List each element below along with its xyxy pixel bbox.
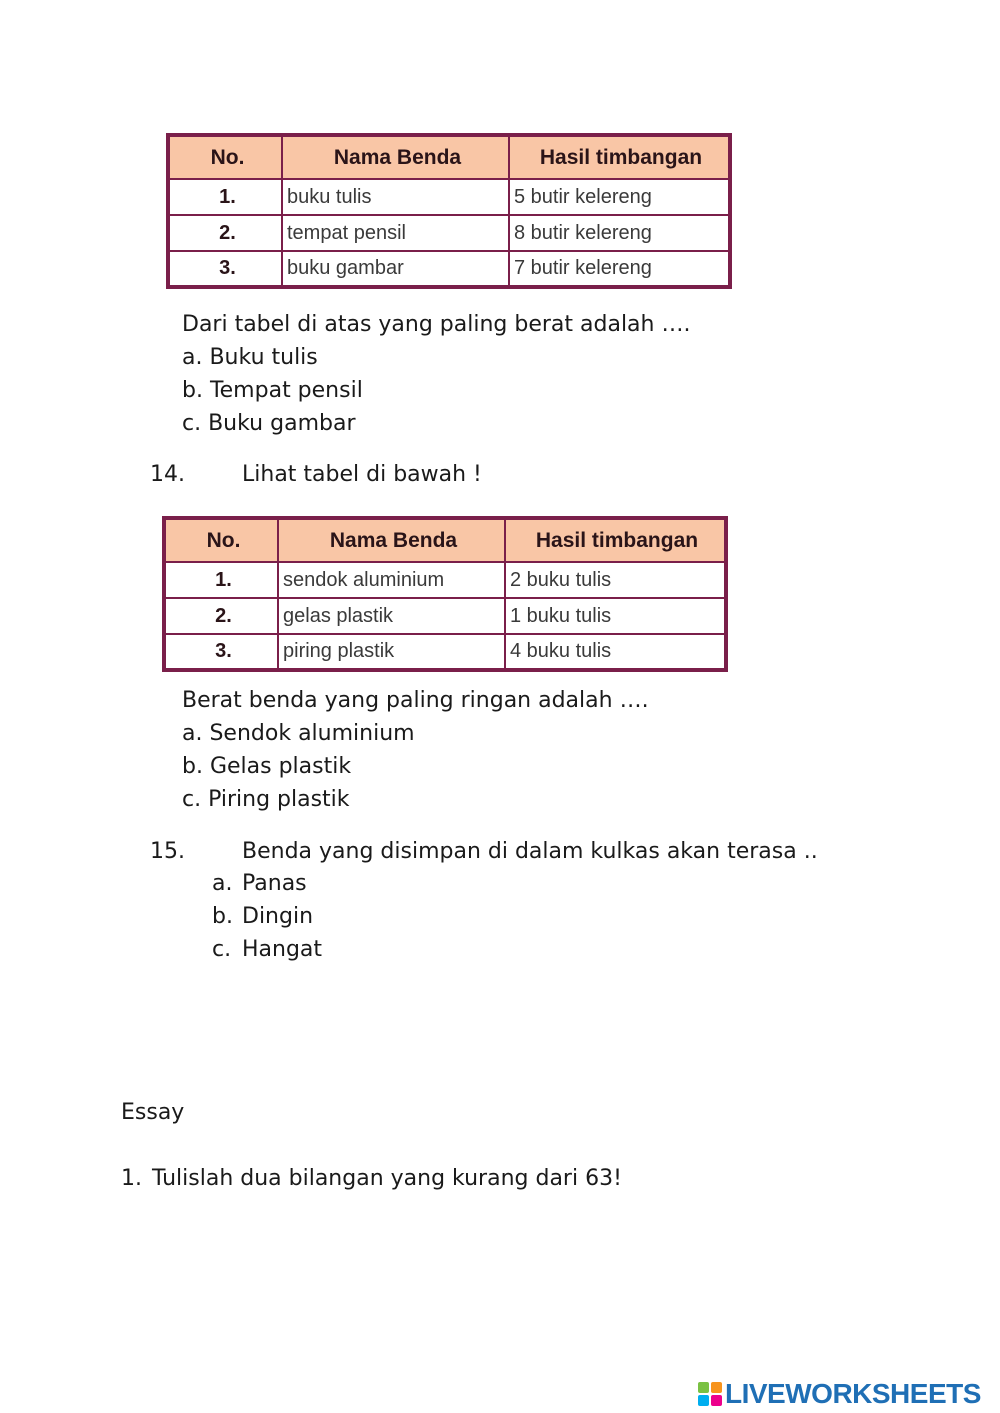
table-cell: buku tulis [282,179,509,215]
essay-item-number: 1. [121,1166,142,1191]
column-header: Nama Benda [278,518,505,562]
answer-option[interactable]: c. Piring plastik [182,787,350,812]
answer-option[interactable]: a. Sendok aluminium [182,721,415,746]
table-cell: 2 buku tulis [505,562,726,598]
essay-item-text: Tulislah dua bilangan yang kurang dari 63! [152,1166,622,1191]
table-cell: 2. [164,598,278,634]
table-cell: 1 buku tulis [505,598,726,634]
weight-table-1 [166,133,732,289]
answer-option[interactable]: b. Gelas plastik [182,754,352,779]
table-cell: 8 butir kelereng [509,215,730,251]
table-cell: 1. [164,562,278,598]
question-14-number: 14. [150,462,185,487]
table-row [168,251,730,287]
table-cell: 1. [168,179,282,215]
column-header: No. [168,135,282,179]
answer-option[interactable]: c. Buku gambar [182,411,356,436]
table-row [168,179,730,215]
table-cell: 5 butir kelereng [509,179,730,215]
table-row [168,215,730,251]
table-header-row [164,518,726,562]
option-letter: a. [212,871,233,896]
column-header: Nama Benda [282,135,509,179]
question-13-text: Dari tabel di atas yang paling berat adalah …. [182,312,691,337]
table-row [164,562,726,598]
table-cell: buku gambar [282,251,509,287]
weight-table-2 [162,516,728,672]
table-cell: gelas plastik [278,598,505,634]
essay-heading: Essay [121,1100,185,1125]
question-14-text: Berat benda yang paling ringan adalah …. [182,688,649,713]
option-letter: c. [212,937,232,962]
table-row [164,598,726,634]
liveworksheets-logo-icon [698,1382,722,1406]
table-header-row [168,135,730,179]
column-header: Hasil timbangan [505,518,726,562]
liveworksheets-logo [698,1378,981,1410]
question-15-text: Benda yang disimpan di dalam kulkas akan terasa .. [242,839,818,864]
table-cell: 4 buku tulis [505,634,726,670]
table-cell: tempat pensil [282,215,509,251]
table-cell: piring plastik [278,634,505,670]
question-14-prompt: Lihat tabel di bawah ! [242,462,482,487]
table-cell: 3. [168,251,282,287]
answer-option[interactable]: a. Buku tulis [182,345,318,370]
table-cell: 3. [164,634,278,670]
answer-option[interactable]: Hangat [242,937,323,962]
answer-option[interactable]: Panas [242,871,307,896]
answer-option[interactable]: b. Tempat pensil [182,378,363,403]
table-row [164,634,726,670]
option-letter: b. [212,904,233,929]
logo-text: LIVEWORKSHEETS [725,1378,981,1409]
column-header: No. [164,518,278,562]
table-cell: 2. [168,215,282,251]
column-header: Hasil timbangan [509,135,730,179]
question-15-number: 15. [150,839,185,864]
answer-option[interactable]: Dingin [242,904,314,929]
table-cell: 7 butir kelereng [509,251,730,287]
table-cell: sendok aluminium [278,562,505,598]
